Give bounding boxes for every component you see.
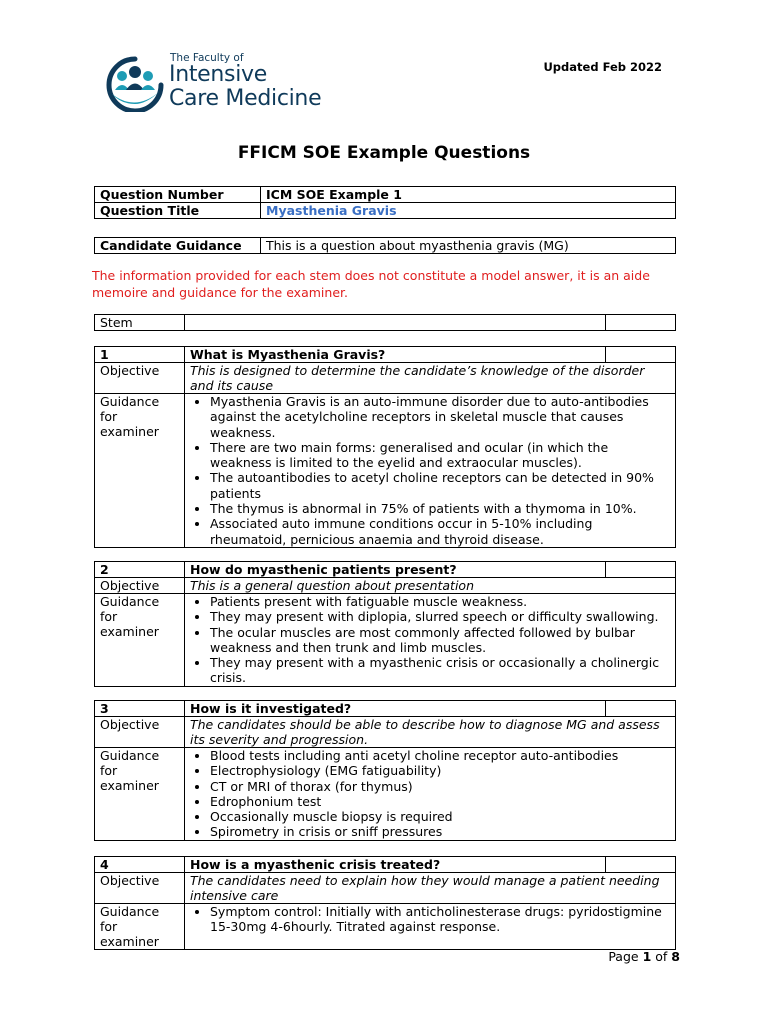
- section-number: 3: [95, 701, 185, 717]
- guidance-bullet: • Blood tests including anti acetyl choline receptor auto-antibodies: [210, 748, 670, 763]
- guidance-bullet: • Edrophonium test: [210, 794, 670, 809]
- section-objective: This is designed to determine the candidate’s knowledge of the disorder and its cause: [185, 363, 676, 394]
- guidance-bullets: [190, 748, 670, 840]
- updated-date: Updated Feb 2022: [543, 60, 662, 74]
- logo-text-line1: The Faculty of: [170, 52, 244, 64]
- logo-text-line2: Intensive: [169, 62, 267, 87]
- section-extra: [606, 562, 676, 578]
- guidance-bullet: • Spirometry in crisis or sniff pressures: [210, 824, 670, 839]
- section-objective: The candidates need to explain how they would manage a patient needing intensive care: [185, 873, 676, 904]
- section-extra: [606, 701, 676, 717]
- guidance-bullet: • The thymus is abnormal in 75% of patients with a thymoma in 10%.: [210, 501, 670, 516]
- section-guidance: [185, 594, 676, 687]
- guidance-label: Guidance for examiner: [95, 394, 185, 548]
- section-table: [94, 346, 676, 548]
- question-meta-table: [94, 186, 676, 219]
- guidance-bullets: [190, 904, 670, 935]
- section-number: 4: [95, 857, 185, 873]
- stem-extra: [606, 315, 676, 331]
- page-current: 1: [642, 949, 652, 964]
- guidance-bullet: • They may present with a myasthenic crisis or occasionally a cholinergic crisis.: [210, 655, 670, 686]
- guidance-bullet: • There are two main forms: generalised and ocular (in which the weakness is limited to the eyelid and extraocular muscles).: [210, 440, 670, 471]
- section-number: 1: [95, 347, 185, 363]
- objective-label: Objective: [95, 873, 185, 904]
- logo-text-line3: Care Medicine: [169, 86, 322, 111]
- question-number-label: Question Number: [95, 187, 261, 203]
- guidance-label: Guidance for examiner: [95, 904, 185, 950]
- section-extra: [606, 857, 676, 873]
- examiner-note: The information provided for each stem does not constitute a model answer, it is an aide memoire and guidance for the examiner.: [92, 268, 650, 300]
- section-question: How is it investigated?: [185, 701, 606, 717]
- question-title-value: Myasthenia Gravis: [261, 203, 676, 219]
- guidance-bullet: • Patients present with fatiguable muscle weakness.: [210, 594, 670, 609]
- guidance-bullet: • Symptom control: Initially with anticholinesterase drugs: pyridostigmine 15-30mg 4-6hourly. Titrated against response.: [210, 904, 670, 935]
- section-extra: [606, 347, 676, 363]
- guidance-bullet: • The ocular muscles are most commonly affected followed by bulbar weakness and then trunk and limb muscles.: [210, 625, 670, 656]
- stem-value: [185, 315, 606, 331]
- guidance-label: Guidance for examiner: [95, 594, 185, 687]
- stem-table: [94, 314, 676, 331]
- guidance-bullet: • The autoantibodies to acetyl choline receptors can be detected in 90% patients: [210, 470, 670, 501]
- guidance-bullet: • CT or MRI of thorax (for thymus): [210, 779, 670, 794]
- section-guidance: [185, 904, 676, 950]
- objective-label: Objective: [95, 578, 185, 594]
- question-number-value: ICM SOE Example 1: [261, 187, 676, 203]
- faculty-logo-icon: [106, 56, 164, 112]
- section-guidance: [185, 748, 676, 841]
- section-number: 2: [95, 562, 185, 578]
- guidance-bullet: • They may present with diplopia, slurred speech or difficulty swallowing.: [210, 609, 670, 624]
- page-footer: [608, 949, 680, 964]
- section-question: What is Myasthenia Gravis?: [185, 347, 606, 363]
- section-table: [94, 561, 676, 687]
- objective-label: Objective: [95, 363, 185, 394]
- guidance-bullet: • Electrophysiology (EMG fatiguability): [210, 763, 670, 778]
- section-table: [94, 856, 676, 950]
- guidance-bullets: [190, 594, 670, 686]
- candidate-guidance-table: [94, 237, 676, 254]
- section-objective: The candidates should be able to describe how to diagnose MG and assess its severity and progression.: [185, 717, 676, 748]
- objective-label: Objective: [95, 717, 185, 748]
- page-prefix: Page: [608, 949, 639, 964]
- page-title: FFICM SOE Example Questions: [237, 143, 531, 163]
- guidance-bullet: • Myasthenia Gravis is an auto-immune disorder due to auto-antibodies against the acetylcholine receptors in skeletal muscle that causes weakness.: [210, 394, 670, 440]
- candidate-guidance-value: This is a question about myasthenia gravis (MG): [261, 238, 676, 254]
- section-question: How is a myasthenic crisis treated?: [185, 857, 606, 873]
- guidance-bullet: • Associated auto immune conditions occur in 5-10% including rheumatoid, pernicious anaemia and thyroid disease.: [210, 516, 670, 547]
- guidance-bullet: • Occasionally muscle biopsy is required: [210, 809, 670, 824]
- section-question: How do myasthenic patients present?: [185, 562, 606, 578]
- page-total: 8: [671, 949, 680, 964]
- page-of: of: [655, 949, 668, 964]
- section-objective: This is a general question about presentation: [185, 578, 676, 594]
- guidance-label: Guidance for examiner: [95, 748, 185, 841]
- candidate-guidance-label: Candidate Guidance: [95, 238, 261, 254]
- section-table: [94, 700, 676, 841]
- section-guidance: [185, 394, 676, 548]
- stem-label: Stem: [95, 315, 185, 331]
- guidance-bullets: [190, 394, 670, 547]
- question-title-label: Question Title: [95, 203, 261, 219]
- faculty-logo: [106, 52, 336, 114]
